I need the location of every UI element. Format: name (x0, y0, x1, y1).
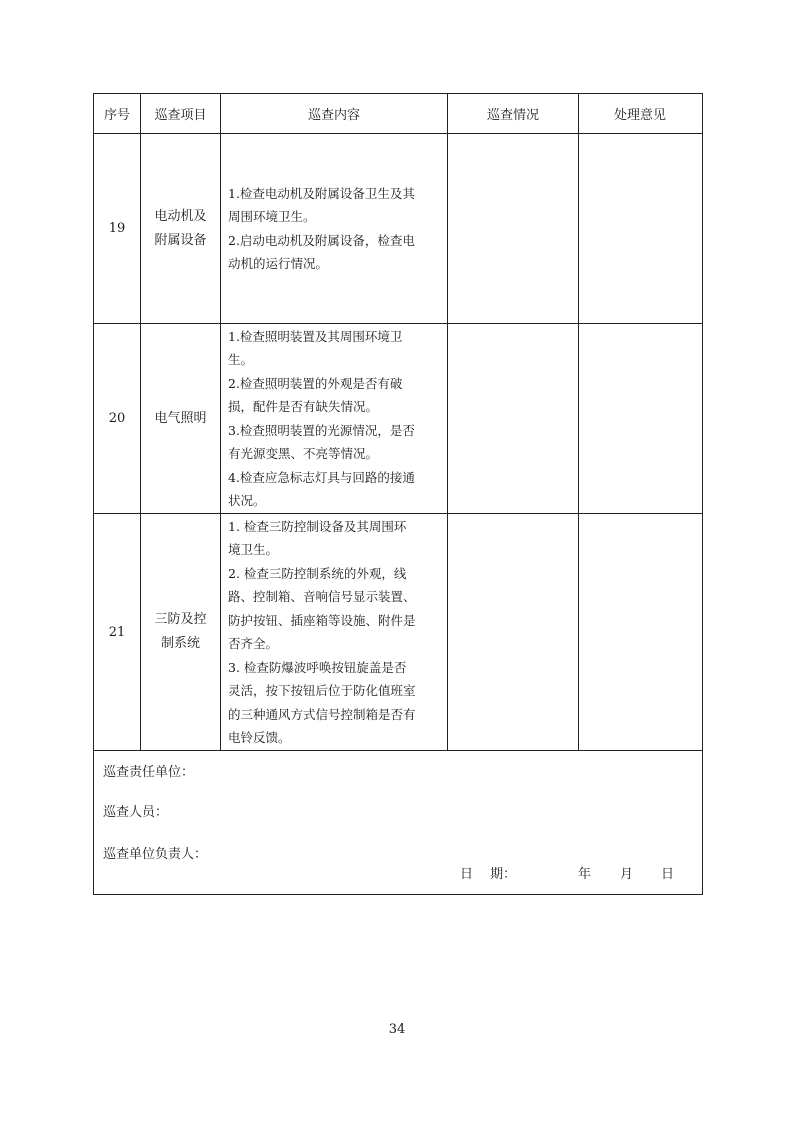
content-line: 生。 (228, 352, 254, 367)
content-line: 2.启动电动机及附属设备，检查电 (228, 232, 415, 248)
content-line: 电铃反馈。 (228, 730, 291, 745)
content-line: 的三种通风方式信号控制箱是否有 (228, 706, 416, 722)
row-number: 19 (94, 134, 141, 323)
content-line: 防护按钮、插座箱等设施、附件是 (228, 612, 416, 628)
row-opinion-cell[interactable] (579, 134, 701, 323)
row-opinion-cell[interactable] (579, 324, 701, 513)
row-opinion-cell[interactable] (579, 514, 701, 750)
header-content: 巡查内容 (221, 94, 448, 133)
content-line: 有光源变黑、不亮等情况。 (228, 446, 379, 461)
inspector-label: 巡查人员： (103, 805, 169, 820)
date-label: 日 期： (460, 867, 517, 882)
header-status: 巡查情况 (448, 94, 579, 133)
content-line: 2. 检查三防控制系统的外观，线 (228, 565, 407, 581)
item-line: 附属设备 (154, 232, 207, 248)
row-number: 21 (94, 514, 141, 750)
content-line: 4.检查应急标志灯具与回路的接通 (228, 469, 415, 485)
row-content (221, 324, 448, 513)
unit-leader-label: 巡查单位负责人： (103, 847, 208, 862)
content-line: 灵活，按下按钮后位于防化值班室 (228, 683, 416, 698)
table-row (94, 514, 702, 751)
row-content (221, 514, 448, 750)
row-number: 20 (94, 324, 141, 513)
content-line: 3. 检查防爆波呼唤按钮旋盖是否 (228, 659, 407, 675)
content-line: 路、控制箱、音响信号显示装置、 (228, 589, 416, 604)
inspection-table (93, 93, 703, 895)
content-line: 1.检查照明装置及其周围环境卫 (228, 328, 403, 344)
signature-footer (94, 751, 702, 894)
responsible-unit-label: 巡查责任单位： (103, 765, 195, 780)
content-line: 1.检查电动机及附属设备卫生及其 (228, 185, 415, 201)
content-line: 2.检查照明装置的外观是否有破 (228, 375, 403, 391)
page-number: 34 (388, 1022, 406, 1037)
item-line: 三防及控 (154, 612, 207, 627)
item-line: 电动机及 (154, 208, 207, 224)
content-line: 动机的运行情况。 (228, 256, 329, 271)
content-line: 否齐全。 (228, 636, 279, 651)
item-line: 电气照明 (154, 410, 207, 426)
date-day: 日 (661, 867, 675, 882)
content-line: 状况。 (228, 493, 266, 508)
header-opinion: 处理意见 (613, 108, 666, 123)
row-item (141, 324, 221, 513)
content-line: 损，配件是否有缺失情况。 (228, 399, 379, 414)
row-status-cell[interactable] (448, 514, 579, 750)
content-line: 3.检查照明装置的光源情况，是否 (228, 422, 415, 438)
date-year: 年 (578, 867, 592, 882)
content-line: 1. 检查三防控制设备及其周围环 (228, 518, 407, 534)
row-status-cell[interactable] (448, 324, 579, 513)
table-row (94, 324, 702, 514)
item-line: 制系统 (160, 636, 200, 651)
header-item: 巡查项目 (141, 94, 221, 133)
table-header (94, 94, 702, 134)
row-content (221, 134, 448, 323)
row-item (141, 134, 221, 323)
table-row (94, 134, 702, 324)
content-line: 周围环境卫生。 (228, 209, 316, 224)
date-month: 月 (620, 867, 634, 882)
header-no: 序号 (94, 94, 141, 133)
row-status-cell[interactable] (448, 134, 579, 323)
content-line: 境卫生。 (228, 542, 279, 557)
row-item (141, 514, 221, 750)
